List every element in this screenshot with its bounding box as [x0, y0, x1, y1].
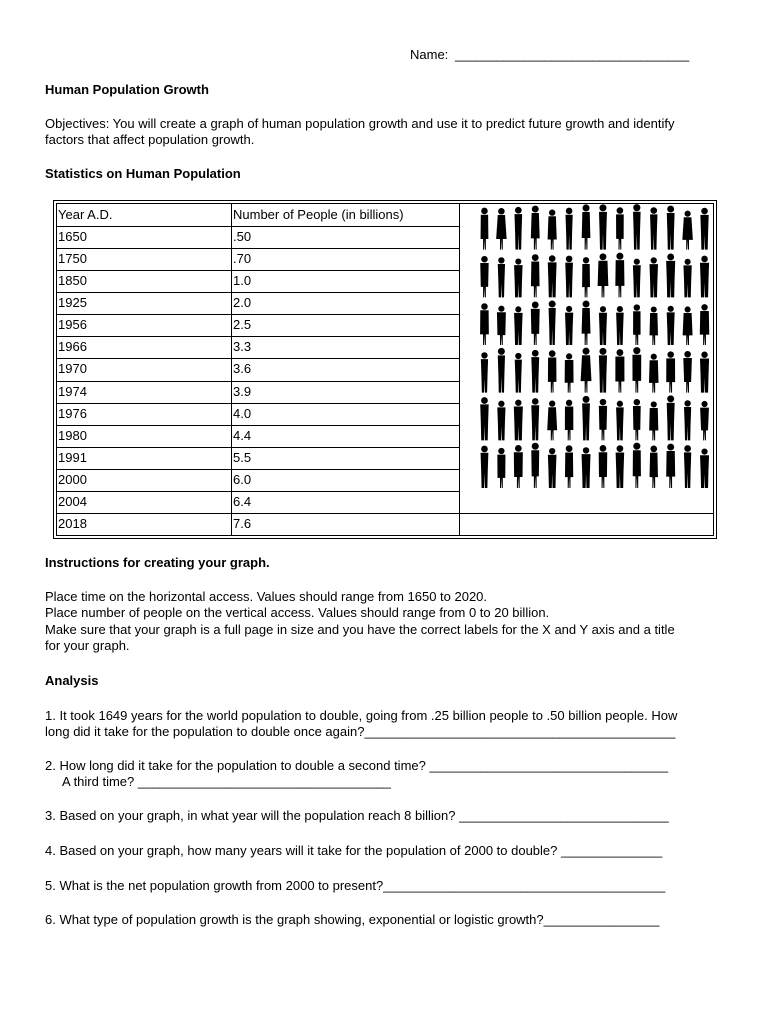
- cell-people: 4.0: [233, 405, 252, 421]
- table-row-divider: [57, 226, 459, 227]
- cell-people: 3.9: [233, 383, 252, 399]
- cell-year: 1850: [58, 273, 87, 289]
- instructions-line-4: for your graph.: [45, 638, 130, 653]
- table-row-divider: [57, 381, 459, 382]
- instructions-line-2: Place number of people on the vertical access. Values should range from 0 to 20 billion.: [45, 605, 550, 620]
- person-silhouette: [633, 443, 641, 488]
- cell-year: 2018: [58, 515, 87, 531]
- question-2-line-1[interactable]: 2. How long did it take for the population to double a second time? _________________________________: [45, 758, 669, 773]
- table-row-divider: [57, 491, 459, 492]
- person-silhouette: [548, 448, 557, 488]
- person-silhouette: [649, 257, 658, 297]
- table-col-divider-1: [231, 204, 232, 535]
- name-blank[interactable]: __________________________________: [455, 47, 689, 62]
- person-silhouette: [481, 352, 488, 392]
- person-silhouette: [582, 447, 591, 488]
- person-silhouette: [650, 306, 658, 345]
- person-silhouette: [700, 304, 709, 345]
- question-5[interactable]: 5. What is the net population growth from 2000 to present?_______________________________________: [45, 878, 666, 893]
- question-6[interactable]: 6. What type of population growth is the graph showing, exponential or logistic growth?________________: [45, 912, 660, 927]
- cell-year: 1956: [58, 317, 87, 333]
- person-silhouette: [615, 349, 624, 393]
- person-silhouette: [531, 206, 540, 250]
- person-silhouette: [480, 256, 488, 297]
- person-silhouette: [480, 303, 489, 345]
- person-silhouette: [683, 351, 692, 393]
- person-silhouette: [599, 399, 607, 440]
- person-silhouette: [667, 306, 675, 345]
- person-silhouette: [498, 257, 505, 297]
- person-silhouette: [700, 401, 709, 440]
- cell-people: 2.5: [233, 317, 252, 333]
- cell-year: 1750: [58, 251, 87, 267]
- person-silhouette: [616, 207, 624, 249]
- person-silhouette: [514, 258, 522, 297]
- cell-year: 1970: [58, 361, 87, 377]
- person-silhouette: [650, 207, 657, 249]
- cell-year: 1976: [58, 405, 87, 421]
- person-silhouette: [547, 401, 557, 441]
- person-silhouette: [633, 399, 641, 440]
- person-silhouette: [649, 401, 658, 440]
- person-silhouette: [616, 401, 624, 441]
- person-silhouette: [682, 211, 693, 250]
- instructions-line-3: Make sure that your graph is a full page in size and you have the correct labels for the X and Y axis and a title: [45, 622, 675, 637]
- person-silhouette: [666, 444, 675, 488]
- person-silhouette: [684, 445, 691, 488]
- person-silhouette: [632, 347, 641, 393]
- header-year: Year A.D.: [58, 207, 113, 222]
- page-title: Human Population Growth: [45, 82, 209, 97]
- table-row-divider: [57, 336, 459, 337]
- cell-people: 6.0: [233, 471, 252, 487]
- cell-people: .70: [233, 251, 252, 267]
- question-3[interactable]: 3. Based on your graph, in what year will the population reach 8 billion? _____________________________: [45, 808, 669, 823]
- cell-people: 6.4: [233, 493, 252, 509]
- person-silhouette: [581, 348, 592, 393]
- person-silhouette: [599, 348, 607, 393]
- person-silhouette: [497, 401, 505, 441]
- table-row-divider: [57, 292, 459, 293]
- person-silhouette: [683, 306, 693, 345]
- person-silhouette: [531, 254, 540, 297]
- person-silhouette: [565, 256, 573, 298]
- cell-year: 1966: [58, 339, 87, 355]
- person-silhouette: [566, 208, 573, 250]
- person-silhouette: [531, 443, 539, 488]
- person-silhouette: [515, 353, 522, 393]
- person-silhouette: [531, 398, 539, 440]
- objectives-line-1: Objectives: You will create a graph of human population growth and use it to predict future growth and identify: [45, 116, 675, 131]
- stats-heading: Statistics on Human Population: [45, 166, 241, 181]
- cell-people: 3.6: [233, 361, 252, 377]
- person-silhouette: [548, 350, 557, 392]
- table-row-divider: [57, 403, 459, 404]
- person-silhouette: [481, 446, 489, 488]
- person-silhouette: [649, 354, 659, 393]
- cell-year: 1974: [58, 383, 87, 399]
- person-silhouette: [514, 445, 523, 488]
- cell-people: 5.5: [233, 449, 252, 465]
- objectives-line-2: factors that affect population growth.: [45, 132, 255, 147]
- instructions-line-1: Place time on the horizontal access. Values should range from 1650 to 2020.: [45, 589, 488, 604]
- name-label: Name:: [410, 47, 449, 62]
- analysis-heading: Analysis: [45, 673, 99, 688]
- table-row-divider: [57, 425, 459, 426]
- person-silhouette: [616, 445, 625, 488]
- table-row-divider: [57, 513, 713, 514]
- person-silhouette: [700, 256, 709, 298]
- person-silhouette: [633, 304, 640, 345]
- cell-year: 2004: [58, 493, 87, 509]
- cell-people: 4.4: [233, 427, 252, 443]
- person-silhouette: [667, 206, 675, 250]
- cell-people: .50: [233, 229, 252, 245]
- person-silhouette: [598, 253, 609, 297]
- person-silhouette: [514, 400, 523, 441]
- person-silhouette: [548, 209, 557, 249]
- cell-people: 7.6: [233, 515, 252, 531]
- cell-year: 1650: [58, 229, 87, 245]
- person-silhouette: [667, 395, 675, 440]
- person-silhouette: [565, 445, 573, 488]
- person-silhouette: [514, 306, 523, 345]
- person-silhouette: [496, 208, 506, 250]
- person-silhouette: [700, 208, 708, 250]
- person-silhouette: [684, 400, 691, 440]
- person-silhouette: [683, 259, 691, 298]
- cell-year: 2000: [58, 471, 87, 487]
- person-silhouette: [531, 301, 540, 345]
- person-silhouette: [514, 207, 522, 250]
- person-silhouette: [615, 253, 624, 298]
- person-silhouette: [497, 306, 506, 345]
- question-2-line-2[interactable]: A third time? ___________________________________: [62, 774, 391, 789]
- person-silhouette: [666, 254, 675, 298]
- person-silhouette: [650, 446, 658, 488]
- person-silhouette: [549, 301, 556, 345]
- person-silhouette: [548, 255, 557, 297]
- person-silhouette: [565, 306, 573, 345]
- table-row-divider: [57, 270, 459, 271]
- person-silhouette: [582, 396, 590, 440]
- table-row-divider: [57, 358, 459, 359]
- instructions-heading: Instructions for creating your graph.: [45, 555, 270, 570]
- person-silhouette: [633, 204, 641, 250]
- person-silhouette: [616, 306, 624, 345]
- person-silhouette: [582, 301, 591, 345]
- table-row-divider: [57, 447, 459, 448]
- cell-people: 2.0: [233, 295, 252, 311]
- cell-year: 1925: [58, 295, 87, 311]
- table-col-divider-2: [459, 204, 460, 535]
- cell-people: 3.3: [233, 339, 252, 355]
- person-silhouette: [565, 353, 574, 392]
- person-silhouette: [599, 306, 607, 345]
- person-silhouette: [498, 348, 505, 393]
- person-silhouette: [700, 352, 709, 393]
- person-silhouette: [582, 257, 590, 297]
- person-silhouette: [700, 448, 709, 488]
- person-silhouette: [666, 351, 675, 392]
- header-people: Number of People (in billions): [233, 207, 404, 222]
- person-silhouette: [582, 204, 591, 249]
- table-row-divider: [57, 469, 459, 470]
- table-row-divider: [57, 314, 459, 315]
- person-silhouette: [531, 350, 539, 393]
- person-silhouette: [599, 445, 608, 488]
- person-silhouette: [633, 259, 641, 298]
- cell-people: 1.0: [233, 273, 252, 289]
- person-silhouette: [481, 208, 489, 250]
- question-1-line-1: 1. It took 1649 years for the world population to double, going from .25 billion people to .50 billion people. How: [45, 708, 678, 723]
- cell-year: 1980: [58, 427, 87, 443]
- question-4[interactable]: 4. Based on your graph, how many years will it take for the population of 2000 to double? ______________: [45, 843, 663, 858]
- question-1-line-2[interactable]: long did it take for the population to double once again?___________________________________________: [45, 724, 676, 739]
- people-silhouettes-image: [476, 203, 713, 489]
- table-row-divider: [57, 248, 459, 249]
- cell-year: 1991: [58, 449, 87, 465]
- person-silhouette: [480, 397, 488, 440]
- person-silhouette: [565, 400, 573, 441]
- person-silhouette: [497, 448, 505, 488]
- person-silhouette: [599, 204, 607, 249]
